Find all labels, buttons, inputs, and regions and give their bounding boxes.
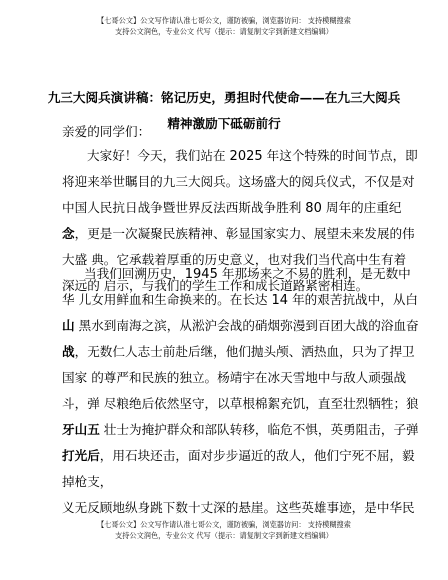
- page-footer: [0, 519, 448, 541]
- text-span: 周年的庄重纪: [321, 200, 402, 215]
- footer-line-2: 支持公文润色，专业公文 代写（提示：请复制文字到新建文档编辑）: [115, 531, 333, 540]
- text-span: 华 儿女用鲜血和生命换来的。在长达: [62, 292, 272, 307]
- text-line: 义无反顾地纵身跳下数十丈深的悬崖。这些英雄事迹，是中华民: [62, 500, 415, 515]
- text-line: [62, 417, 419, 443]
- salutation: 亲爱的同学们：: [62, 124, 151, 139]
- text-line: 国家 的尊严和民族的独立。杨靖宇在冰天雪地中与敌人顽强战: [62, 370, 407, 385]
- duration-number: 14: [271, 293, 289, 308]
- header-line-1: 【七哥公文】公文写作请认准七哥公文，谨防被骗，浏览器访问： 支持模糊搜索: [97, 16, 351, 25]
- bold-text: 山: [62, 318, 75, 333]
- text-span: 黑水到南海之滨，从淞沪会战的硝烟弥漫到百团大战的浴血奋: [74, 318, 419, 333]
- paragraph-2: [62, 261, 419, 521]
- text-span: ，无数仁人志士前赴后继，他们抛头颅、洒热血，只为了捍卫: [74, 344, 415, 359]
- text-span: 大家好！今天，我们站在: [87, 148, 230, 163]
- bold-text: 念: [62, 226, 75, 241]
- text-line: [62, 339, 415, 365]
- text-span: 年那场来之不易的胜利，是无数中: [217, 266, 411, 281]
- title-line-1: 九三大阅兵演讲稿：铭记历史，勇担时代使命——在九三大阅兵: [47, 90, 401, 105]
- text-span: 年的艰苦抗战中，从白: [288, 292, 419, 307]
- title-line-2: 精神激励下砥砺前行: [167, 116, 281, 131]
- footer-line-1: 【七哥公文】公文写作请认准七哥公文，谨防被骗，浏览器访问： 支持模糊搜索: [97, 520, 351, 529]
- text-span: 当我们回溯历史，: [84, 266, 185, 281]
- text-line: [62, 313, 419, 339]
- text-line: [62, 195, 402, 221]
- text-span: 年这个特殊的时间节点，即: [262, 148, 418, 163]
- text-line: 斗，弹 尽粮绝后依然坚守，以草根棉絮充饥，直至壮烈牺牲；狼: [62, 396, 419, 411]
- text-line: [62, 287, 419, 313]
- text-span: 壮士为掩护群众和部队转移，临危不惧，英勇阻击，子弹: [99, 422, 419, 437]
- header-line-2: 支持公文润色，专业公文 代写（提示：请复制文字到新建文档编辑）: [115, 27, 333, 36]
- text-line: [62, 143, 418, 169]
- year-number: 2025: [229, 149, 263, 164]
- anniversary-number: 80: [305, 201, 322, 216]
- text-line: 将迎来举世瞩目的九三大阅兵。这场盛大的阅兵仪式，不仅是对: [62, 174, 415, 189]
- year-number: 1945: [184, 267, 218, 282]
- text-span: ，更是一次凝聚民族精神、彰显国家实力、展望未来发展的伟: [74, 226, 415, 241]
- text-line: [62, 443, 415, 469]
- text-span: ，用石块还击，面对步步逼近的敌人，他们宁死不屈，毅: [99, 448, 415, 463]
- text-line: [62, 261, 411, 287]
- text-line: 深远的 启示，与我们的学生工作和成长道路紧密相连。: [62, 278, 369, 293]
- bold-text: 战: [62, 344, 75, 359]
- text-line: [62, 221, 415, 247]
- text-span: 中国人民抗日战争暨世界反法西斯战争胜利: [62, 200, 306, 215]
- text-line: 掉枪支，: [62, 474, 113, 489]
- bold-text: 打光后: [62, 448, 100, 463]
- page-header: [0, 15, 448, 37]
- text-line: 大盛 典。它承载着厚重的历史意义，也对我们当代高中生有着: [62, 252, 407, 267]
- bold-text: 牙山五: [62, 422, 100, 437]
